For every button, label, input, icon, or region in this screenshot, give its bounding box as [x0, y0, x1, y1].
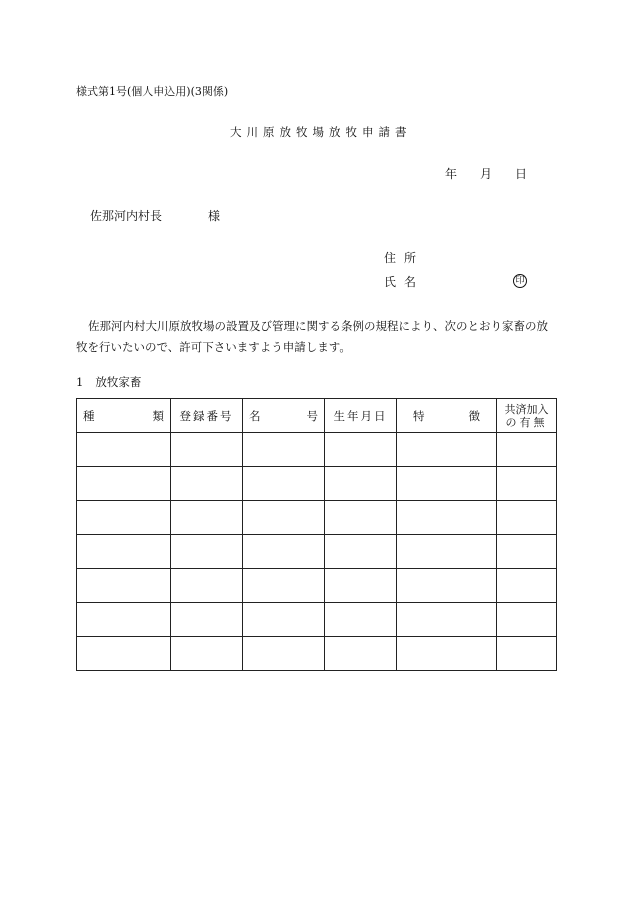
- document-title: 大川原放牧場放牧申請書: [230, 125, 412, 139]
- table-cell[interactable]: [397, 535, 497, 569]
- table-cell[interactable]: [77, 501, 171, 535]
- table-row: [77, 535, 557, 569]
- table-cell[interactable]: [171, 433, 243, 467]
- table-cell[interactable]: [243, 535, 325, 569]
- table-cell[interactable]: [171, 535, 243, 569]
- address-label: 住所: [384, 251, 425, 265]
- table-cell[interactable]: [397, 637, 497, 671]
- name-label: 氏名: [384, 275, 425, 289]
- table-cell[interactable]: [243, 433, 325, 467]
- table-cell[interactable]: [243, 569, 325, 603]
- table-cell[interactable]: [497, 433, 557, 467]
- form-id: 様式第1号(個人申込用)(3関係): [76, 85, 229, 98]
- application-body-text: 佐那河内村大川原放牧場の設置及び管理に関する条例の規程により、次のとおり家畜の放牧を行いたいので、許可下さいますよう申請します。: [76, 319, 548, 354]
- table-cell[interactable]: [497, 467, 557, 501]
- header-registration-number: 登録番号: [171, 399, 243, 433]
- header-mutual-aid: 共済加入 の有無: [497, 399, 557, 433]
- table-cell[interactable]: [243, 603, 325, 637]
- section-number: 1: [76, 375, 84, 389]
- table-cell[interactable]: [397, 433, 497, 467]
- section-title: 放牧家畜: [95, 375, 142, 389]
- table-cell[interactable]: [325, 603, 397, 637]
- date-year-label: 年: [445, 167, 458, 181]
- table-cell[interactable]: [397, 569, 497, 603]
- table-row: [77, 637, 557, 671]
- table-cell[interactable]: [325, 569, 397, 603]
- header-name: 名 号: [243, 399, 325, 433]
- table-cell[interactable]: [243, 467, 325, 501]
- table-cell[interactable]: [397, 501, 497, 535]
- table-cell[interactable]: [325, 637, 397, 671]
- table-cell[interactable]: [171, 467, 243, 501]
- date-day-label: 日: [515, 167, 528, 181]
- header-features: 特 徴: [397, 399, 497, 433]
- table-cell[interactable]: [325, 467, 397, 501]
- table-cell[interactable]: [77, 467, 171, 501]
- table-header-row: [77, 399, 557, 433]
- table-cell[interactable]: [497, 637, 557, 671]
- table-cell[interactable]: [497, 501, 557, 535]
- table-cell[interactable]: [243, 501, 325, 535]
- table-cell[interactable]: [171, 501, 243, 535]
- table-cell[interactable]: [77, 535, 171, 569]
- table-row: [77, 569, 557, 603]
- header-birth-date: 生年月日: [325, 399, 397, 433]
- table-cell[interactable]: [497, 603, 557, 637]
- addressee-name: 佐那河内村長: [90, 209, 163, 223]
- table-cell[interactable]: [397, 467, 497, 501]
- table-cell[interactable]: [397, 603, 497, 637]
- table-row: [77, 501, 557, 535]
- table-row: [77, 603, 557, 637]
- header-kind: 種 類: [77, 399, 171, 433]
- table-cell[interactable]: [497, 569, 557, 603]
- section-heading: [76, 377, 141, 389]
- seal-mark: 印: [513, 274, 527, 288]
- table-row: [77, 467, 557, 501]
- table-cell[interactable]: [171, 603, 243, 637]
- table-cell[interactable]: [77, 569, 171, 603]
- table-cell[interactable]: [77, 433, 171, 467]
- table-cell[interactable]: [325, 433, 397, 467]
- table-row: [77, 433, 557, 467]
- table-cell[interactable]: [497, 535, 557, 569]
- table-cell[interactable]: [171, 637, 243, 671]
- date-month-label: 月: [480, 167, 493, 181]
- table-cell[interactable]: [77, 637, 171, 671]
- table-cell[interactable]: [77, 603, 171, 637]
- table-cell[interactable]: [325, 535, 397, 569]
- table-cell[interactable]: [243, 637, 325, 671]
- table-cell[interactable]: [171, 569, 243, 603]
- livestock-table: [76, 398, 557, 671]
- addressee-honorific: 様: [208, 209, 221, 223]
- table-cell[interactable]: [325, 501, 397, 535]
